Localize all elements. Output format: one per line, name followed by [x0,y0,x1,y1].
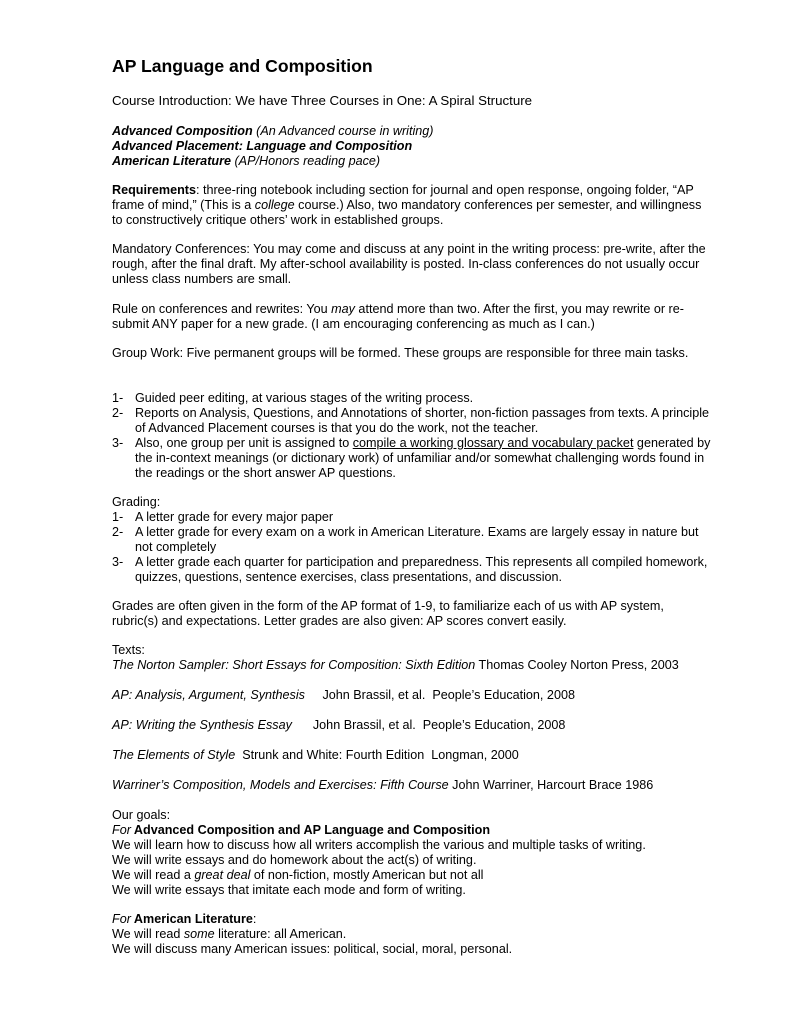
list-item [112,555,712,585]
course-line [112,154,712,169]
goal-line [112,927,712,942]
course-name: American Literature [112,153,231,168]
amlit-heading: American Literature [130,912,253,926]
adv-heading: Advanced Composition and AP Language and Composition [130,822,491,837]
group-work-intro: Group Work: Five permanent groups will be formed. These groups are responsible for three main tasks. [112,346,689,360]
list-text-start: Also, one group per unit is assigned to [135,435,353,450]
goal-line: We will write essays and do homework about the act(s) of writing. [112,852,477,867]
list-item [112,406,712,436]
text-entry [112,718,712,733]
list-number: 1- [112,510,124,524]
texts-heading: Texts: [112,643,145,657]
list-item [112,391,712,406]
goal-line: We will learn how to discuss how all writers accomplish the various and multiple tasks of writing. [112,837,646,852]
course-name: Advanced Placement: Language and Composition [112,138,413,153]
course-name: Advanced Composition [112,124,253,138]
list-item [112,510,712,525]
for-word: For [112,822,131,837]
course-line [112,139,712,154]
list-number: 3- [112,554,124,569]
requirements-paragraph [112,183,712,228]
list-text-end: generated by the in-context meanings (or dictionary work) of unfamiliar and/or somewhat challenging words found in the readings or the short answer AP questions. [135,435,711,480]
goal-emphasis: great deal [194,867,251,882]
list-item [112,525,712,555]
course-note: (AP/Honors reading pace) [230,153,381,168]
book-details: John Brassil, et al. People’s Education, 2008 [304,688,575,702]
text-entry [112,748,712,763]
list-number: 2- [112,405,124,420]
rewrites-text: Rule on conferences and rewrites: You [112,302,332,316]
requirements-text: : three-ring notebook including section for journal and open response, ongoing folder, “AP frame of mind,” (This is a [112,183,694,212]
book-details: Strunk and White: Fourth Edition Longman, 2000 [235,748,519,762]
book-title: AP: Analysis, Argument, Synthesis [112,688,305,702]
text-entry [112,658,712,673]
goal-text-end: literature: all American. [214,926,347,941]
underlined-text: compile a working glossary and vocabulary packet [352,435,634,450]
page-title: AP Language and Composition [112,56,373,76]
goal-line [112,868,712,883]
list-text: A letter grade each quarter for participation and preparedness. This represents all compiled homework, quizzes, questions, sentence exercises, class presentations, and discussion. [135,554,708,584]
colon: : [252,912,257,926]
list-number: 1- [112,391,124,405]
mandatory-conferences-paragraph: Mandatory Conferences: You may come and discuss at any point in the writing process: pre-write, after the rough, after the final draft. My after-school availability is posted. In-class conferences do not usually occur unless class numbers are small. [112,242,706,286]
for-word: For [112,912,131,926]
book-title: The Elements of Style [112,748,236,762]
list-text: A letter grade for every major paper [135,510,334,524]
goal-line: We will write essays that imitate each mode and form of writing. [112,882,466,897]
course-note: (An Advanced course in writing) [252,124,434,138]
requirements-emphasis: college [254,197,295,212]
grades-note-paragraph: Grades are often given in the form of the AP format of 1-9, to familiarize each of us with AP system, rubric(s) and expectations. Letter grades are also given: AP scores convert easily. [112,599,664,628]
course-list [112,124,712,169]
goals-heading: Our goals: [112,808,171,822]
goal-emphasis: some [183,926,215,941]
list-text: A letter grade for every exam on a work in American Literature. Exams are largely essay in nature but not completely [135,524,699,554]
grading-heading: Grading: [112,495,161,509]
group-work-list [112,391,712,480]
goal-line: We will discuss many American issues: political, social, moral, personal. [112,941,513,956]
goals-section [112,808,712,897]
list-text: Guided peer editing, at various stages of the writing process. [135,391,474,405]
book-title: AP: Writing the Synthesis Essay [112,718,292,732]
rewrites-text-end: attend more than two. After the first, you may rewrite or re-submit ANY paper for a new grade. (I am encouraging conferencing as much as I can.) [112,302,684,331]
book-details: Thomas Cooley Norton Press, 2003 [475,658,679,672]
list-number: 3- [112,435,124,450]
book-details: John Brassil, et al. People’s Education, 2008 [291,718,566,732]
page-subtitle: Course Introduction: We have Three Courses in One: A Spiral Structure [112,93,533,108]
list-item [112,436,712,481]
rewrites-paragraph [112,302,712,332]
goal-text: We will read a [112,867,195,882]
text-entry [112,778,712,793]
rewrites-emphasis: may [331,302,355,316]
goal-text: We will read [112,926,184,941]
goal-text-end: of non-fiction, mostly American but not all [250,867,484,882]
book-title: Warriner’s Composition, Models and Exercises: Fifth Course [112,778,449,792]
amlit-goals-section [112,912,712,957]
requirements-label: Requirements [112,183,196,197]
book-title: The Norton Sampler: Short Essays for Composition: Sixth Edition [112,658,476,672]
book-details: John Warriner, Harcourt Brace 1986 [448,778,654,792]
goals-subheading [112,823,712,838]
list-text: Reports on Analysis, Questions, and Annotations of shorter, non-fiction passages from texts. A principle of Advanced Placement courses is that you do the work, not the teacher. [135,405,710,435]
list-number: 2- [112,524,124,539]
requirements-text-end: course.) Also, two mandatory conferences per semester, and willingness to constructively critique others’ work in established groups. [112,197,702,227]
course-line [112,124,712,139]
goals-subheading [112,912,712,927]
list-text [135,436,712,481]
grading-list [112,510,712,585]
text-entry [112,688,712,703]
